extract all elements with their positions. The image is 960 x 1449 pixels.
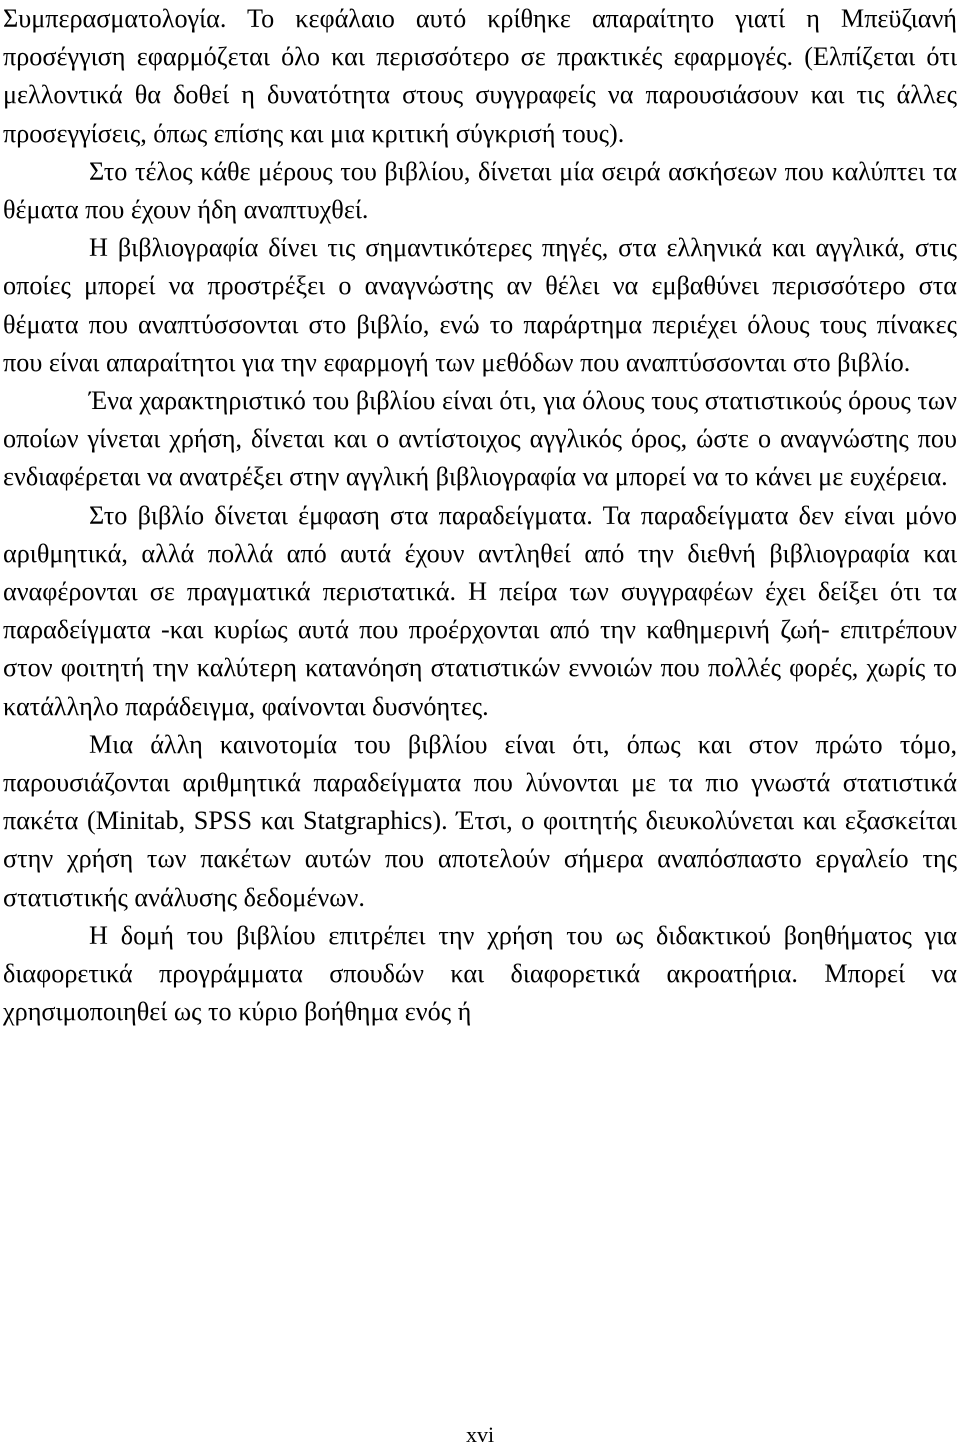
paragraph-conclusions: Συμπερασματολογία. Το κεφάλαιο αυτό κρίθηκε απαραίτητο γιατί η Μπεϋζιανή προσέγγιση εφαρμόζεται όλο και περισσότερο σε πρακτικές εφαρμογές. (Ελπίζεται ότι μελλοντικά θα δοθεί η δυνατότητα στους συγγραφείς να παρουσιάσουν και τις άλλες προσεγγίσεις, όπως επίσης και μια κριτική σύγκρισή τους).	[3, 4, 957, 148]
paragraph-book-structure: Η δομή του βιβλίου επιτρέπει την χρήση του ως διδακτικού βοηθήματος για διαφορετικά προγράμματα σπουδών και διαφορετικά ακροατήρια. Μπορεί να χρησιμοποιηθεί ως το κύριο βοήθημα ενός ή	[3, 920, 957, 1027]
paragraph-software-packages: Μια άλλη καινοτομία του βιβλίου είναι ότι, όπως και στον πρώτο τόμο, παρουσιάζονται αριθμητικά παραδείγματα που λύνονται με τα πιο γνωστά στατιστικά πακέτα (Minitab, SPSS και Statgraphics). Έτσι, ο φοιτητής διευκολύνεται και εξασκείται στην χρήση των πακέτων αυτών που αποτελούν σήμερα αναπόσπαστο εργαλείο της στατιστικής ανάλυσης δεδομένων.	[3, 729, 957, 912]
paragraph-examples: Στο βιβλίο δίνεται έμφαση στα παραδείγματα. Τα παραδείγματα δεν είναι μόνο αριθμητικά, αλλά πολλά από αυτά έχουν αντληθεί από την διεθνή βιβλιογραφία και αναφέρονται σε πραγματικά περιστατικά. Η πείρα των συγγραφέων έχει δείξει ότι τα παραδείγματα -και κυρίως αυτά που προέρχονται από την καθημερινή ζωή- επιτρέπουν στον φοιτητή την καλύτερη κατανόηση στατιστικών εννοιών που πολλές φορές, χωρίς το κατάλληλο παράδειγμα, φαίνονται δυσνόητες.	[3, 500, 957, 721]
page-number: xvi	[465, 1422, 495, 1447]
paragraph-terminology: Ένα χαρακτηριστικό του βιβλίου είναι ότι, για όλους τους στατιστικούς όρους των οποίων γίνεται χρήση, δίνεται και ο αντίστοιχος αγγλικός όρος, ώστε ο αναγνώστης που ενδιαφέρεται να ανατρέξει στην αγγλική βιβλιογραφία να μπορεί να το κάνει με ευχέρεια.	[3, 386, 957, 492]
paragraph-exercises: Στο τέλος κάθε μέρους του βιβλίου, δίνεται μία σειρά ασκήσεων που καλύπτει τα θέματα που έχουν ήδη αναπτυχθεί.	[3, 156, 957, 225]
document-body	[3, 0, 957, 1031]
paragraph-bibliography: Η βιβλιογραφία δίνει τις σημαντικότερες πηγές, στα ελληνικά και αγγλικά, στις οποίες μπορεί να προστρέξει ο αναγνώστης αν θέλει να εμβαθύνει περισσότερο στα θέματα που αναπτύσσονται στο βιβλίο, ενώ το παράρτημα περιέχει όλους τους πίνακες που είναι απαραίτητοι για την εφαρμογή των μεθόδων που αναπτύσσονται στο βιβλίο.	[3, 233, 957, 377]
